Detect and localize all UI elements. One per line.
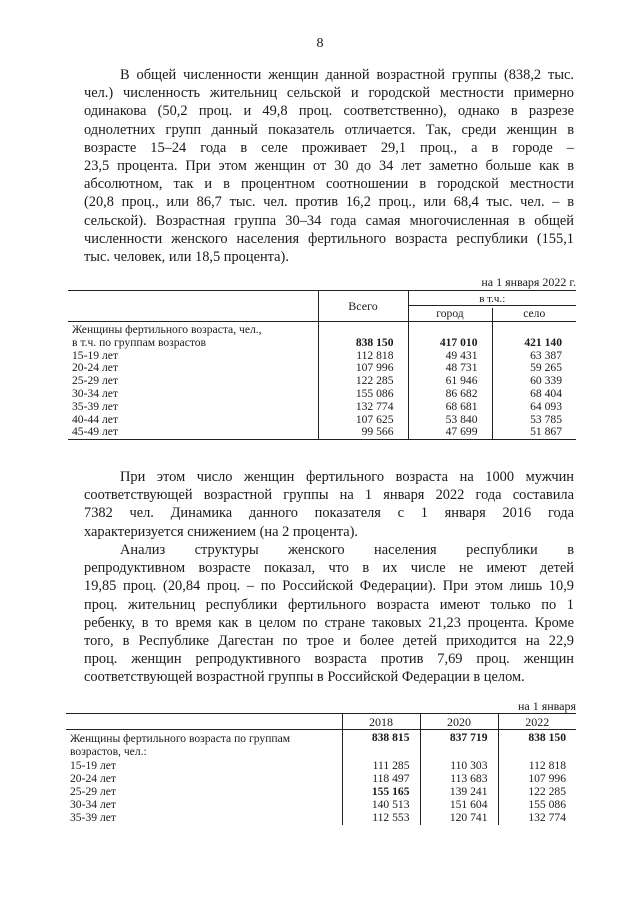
header-city: город [408,308,492,322]
cell-value: 63 387 [492,350,576,363]
table2-caption: на 1 января [517,699,576,713]
table-row [66,772,576,785]
header-year: 2020 [420,714,498,730]
text-line: однолетних групп данный показатель отличается. Так, среди женщин в [84,121,574,138]
text-line: абсолютном, так и в процентном соотношении в городской местности [84,176,574,193]
cell-value: 132 774 [318,401,408,414]
paragraph-analysis [84,541,574,687]
text-line: 23,5 процента. При этом женщин от 30 до 34 лет заметно больше как в [84,158,574,175]
table-by-year [66,713,576,825]
text-line: сельской). Возрастная группа 30–34 года самая многочисленная в общей [84,212,574,229]
row-label: возрастов, чел.: [70,745,147,759]
table-row [66,730,576,746]
cell-value: 838 150 [498,730,576,746]
cell-value: 421 140 [492,337,576,350]
cell-value: 155 165 [342,785,420,798]
text-line: При этом число женщин фертильного возраста на 1000 мужчин [120,469,574,485]
row-label: 15-19 лет [70,758,116,772]
cell-value: 61 946 [408,375,492,388]
cell-value: 107 996 [498,772,576,785]
cell-value: 99 566 [318,426,408,439]
table-row [68,350,576,363]
header-village: село [492,308,576,322]
cell-value: 68 681 [408,401,492,414]
text-line: возрасте 15–24 года в селе проживает 29,1 проц., а в городе – [84,139,574,156]
text-line: Анализ структуры женского населения республики в [120,542,574,558]
table-row [68,375,576,388]
table-row [68,401,576,414]
cell-value: 118 497 [342,772,420,785]
row-label: 35-39 лет [72,399,118,413]
cell-value: 49 431 [408,350,492,363]
row-label: 25-29 лет [70,785,116,799]
cell-value: 112 818 [318,350,408,363]
cell-value: 838 815 [342,730,420,746]
text-line: проц. женщин репродуктивного возраста против 7,69 проц. женщин [84,651,574,668]
table-row [66,811,576,824]
table-row [68,414,576,427]
cell-value: 51 867 [492,426,576,439]
page-number: 8 [316,36,324,51]
cell-value: 155 086 [498,798,576,811]
cell-value: 111 285 [342,759,420,772]
row-label: 45-49 лет [72,425,118,439]
cell-value: 120 741 [420,811,498,824]
row-label: 35-39 лет [70,811,116,825]
row-label: 40-44 лет [72,412,118,426]
text-line: 7382 чел. Динамика данного показателя с 1 января 2016 года [84,505,574,522]
cell-value: 132 774 [498,811,576,824]
text-line: соответствующей возрастной группы в Российской Федерации в целом. [84,669,525,686]
cell-value: 53 785 [492,414,576,427]
row-label: 30-34 лет [70,798,116,812]
table-row [66,785,576,798]
text-line: 19,85 проц. (20,84 проц. – по Российской Федерации). При этом лишь 10,9 [84,578,574,595]
paragraph-population-structure [84,66,574,266]
cell-value: 122 285 [498,785,576,798]
cell-value: 417 010 [408,337,492,350]
row-label: Женщины фертильного возраста, чел., [72,323,262,336]
row-label: в т.ч. по группам возрастов [72,335,207,349]
row-label: 30-34 лет [72,386,118,400]
table1-caption: на 1 января 2022 г. [481,275,576,289]
cell-value: 86 682 [408,388,492,401]
table-row [66,759,576,772]
text-line: чел.) численность жительниц сельской и городской местности примерно [84,85,574,102]
row-label: 20-24 лет [72,361,118,375]
text-line: численности женского населения фертильного возраста республики (155,1 [84,230,574,247]
cell-value: 68 404 [492,388,576,401]
cell-value: 837 719 [420,730,498,746]
header-year: 2022 [498,714,576,730]
header-incl: в т.ч.: [408,291,576,306]
row-label: 15-19 лет [72,348,118,362]
text-line: того, в Республике Дагестан по трое и более детей приходится на 22,9 [84,633,574,650]
row-label: 20-24 лет [70,771,116,785]
cell-value: 151 604 [420,798,498,811]
cell-value: 140 513 [342,798,420,811]
cell-value: 110 303 [420,759,498,772]
text-line: В общей численности женщин данной возрастной группы (838,2 тыс. [120,67,574,83]
cell-value: 64 093 [492,401,576,414]
text-line: характеризуется снижением (на 2 процента). [84,523,359,540]
table-row [68,337,576,350]
cell-value: 107 996 [318,362,408,375]
paragraph-ratio [84,468,574,541]
cell-value: 47 699 [408,426,492,439]
text-line: соответствующей возрастной группы на 1 января 2022 года составила [84,487,574,504]
table-row [68,362,576,375]
cell-value: 107 625 [318,414,408,427]
text-line: проц. жительниц республики фертильного возраста имеют только по 1 [84,596,574,613]
text-line: ребенку, в то время как в целом по стране таковых 21,23 процента. Кроме [84,614,574,631]
cell-value: 113 683 [420,772,498,785]
cell-value: 53 840 [408,414,492,427]
cell-value: 122 285 [318,375,408,388]
table-row [66,798,576,811]
text-line: тыс. человек, или 18,5 процента). [84,249,289,266]
cell-value: 59 265 [492,362,576,375]
text-line: репродуктивном возрасте показал, что в их числе не имеют детей [84,560,574,577]
header-total: Всего [318,291,408,322]
cell-value: 112 818 [498,759,576,772]
cell-value: 139 241 [420,785,498,798]
cell-value: 155 086 [318,388,408,401]
row-label: Женщины фертильного возраста по группам [70,732,291,746]
text-line: (20,8 проц., или 86,7 тыс. чел. против 16,2 проц., или 68,4 тыс. чел. – в [84,194,574,211]
text-line: одинакова (50,2 проц. и 49,8 проц. соответственно), однако в разрезе [84,103,574,120]
cell-value: 60 339 [492,375,576,388]
table-row [68,388,576,401]
table-row [68,426,576,439]
header-year: 2018 [342,714,420,730]
table-urban-rural [68,290,576,440]
cell-value: 112 553 [342,811,420,824]
row-label: 25-29 лет [72,374,118,388]
cell-value: 838 150 [318,337,408,350]
cell-value: 48 731 [408,362,492,375]
